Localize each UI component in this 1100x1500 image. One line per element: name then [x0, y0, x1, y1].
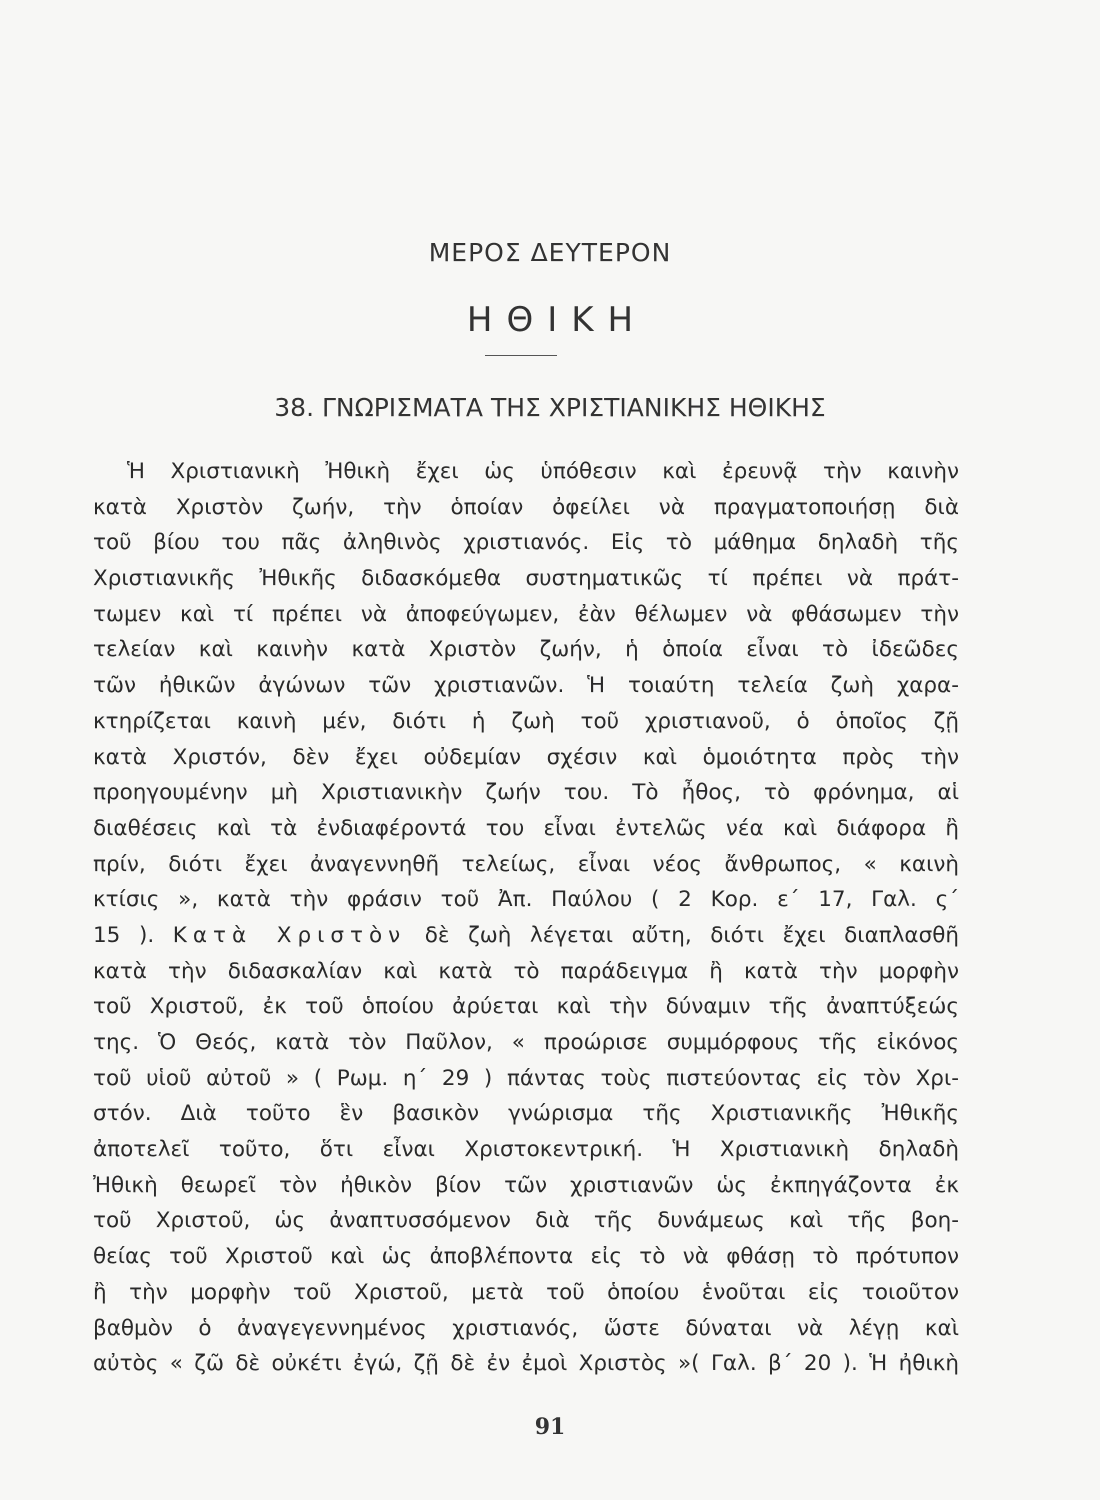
part-heading: ΜΕΡΟΣ ΔΕΥΤΕΡΟΝ	[428, 238, 672, 267]
emphasized-phrase: Κατὰ Χριστὸν	[172, 922, 407, 948]
text-line: αὐτὸς « ζῶ δὲ οὐκέτι ἐγώ, ζῇ δὲ ἐν ἐμοὶ Χριστὸς »( Γαλ. β΄ 20 ). Ἡ ἠθικὴ	[93, 1351, 959, 1377]
text-line: θείας τοῦ Χριστοῦ καὶ ὡς ἀποβλέποντα εἰς τὸ νὰ φθάσῃ τὸ πρότυπον	[93, 1244, 959, 1270]
text-line: Ἡ Χριστιανικὴ Ἠθικὴ ἔχει ὡς ὑπόθεσιν καὶ ἐρευνᾷ τὴν καινὴν	[127, 459, 959, 484]
text-line: προηγουμένην μὴ Χριστιανικὴν ζωήν του. Τὸ ἦθος, τὸ φρόνημα, αἱ	[93, 780, 959, 806]
body-text	[93, 454, 959, 1382]
chapter-title: ΗΘΙΚΗ	[466, 300, 648, 340]
title-rule	[485, 355, 557, 356]
page-number: 91	[534, 1414, 566, 1440]
text-line: διαθέσεις καὶ τὰ ἐνδιαφέροντά του εἶναι ἐντελῶς νέα καὶ διάφορα ἢ	[93, 815, 959, 841]
text-line: βαθμὸν ὁ ἀναγεγεννημένος χριστιανός, ὥστε δύναται νὰ λέγῃ καὶ	[93, 1315, 959, 1341]
text-line: τῶν ἠθικῶν ἀγώνων τῶν χριστιανῶν. Ἡ τοιαύτη τελεία ζωὴ χαρα-	[93, 673, 959, 699]
text-line: τελείαν καὶ καινὴν κατὰ Χριστὸν ζωήν, ἡ ὁποία εἶναι τὸ ἰδεῶδες	[93, 637, 959, 663]
text-line: ἢ τὴν μορφὴν τοῦ Χριστοῦ, μετὰ τοῦ ὁποίου ἑνοῦται εἰς τοιοῦτον	[93, 1279, 959, 1305]
text-line: Χριστιανικῆς Ἠθικῆς διδασκόμεθα συστηματικῶς τί πρέπει νὰ πράτ-	[93, 566, 959, 592]
text-line: κτίσις », κατὰ τὴν φράσιν τοῦ Ἀπ. Παύλου ( 2 Κορ. ε΄ 17, Γαλ. ς΄	[93, 887, 959, 913]
text-line: στόν. Διὰ τοῦτο ἓν βασικὸν γνώρισμα τῆς Χριστιανικῆς Ἠθικῆς	[93, 1101, 959, 1127]
text-line: κατὰ τὴν διδασκαλίαν καὶ κατὰ τὸ παράδειγμα ἢ κατὰ τὴν μορφὴν	[93, 958, 959, 984]
text-line: τωμεν καὶ τί πρέπει νὰ ἀποφεύγωμεν, ἐὰν θέλωμεν νὰ φθάσωμεν τὴν	[93, 601, 959, 627]
text-line: τοῦ Χριστοῦ, ὡς ἀναπτυσσόμενον διὰ τῆς δυνάμεως καὶ τῆς βοη-	[93, 1208, 959, 1234]
text-line: τοῦ Χριστοῦ, ἐκ τοῦ ὁποίου ἀρύεται καὶ τὴν δύναμιν τῆς ἀναπτύξεώς	[93, 994, 959, 1020]
text-fragment: δὲ ζωὴ λέγεται αὔτη, διότι ἔχει διαπλασθῆ	[424, 922, 959, 948]
text-line: τοῦ υἱοῦ αὐτοῦ » ( Ρωμ. η΄ 29 ) πάντας τοὺς πιστεύοντας εἰς τὸν Χρι-	[93, 1065, 959, 1091]
text-line: κτηρίζεται καινὴ μέν, διότι ἡ ζωὴ τοῦ χριστιανοῦ, ὁ ὁποῖος ζῇ	[93, 708, 959, 734]
text-fragment: 15 ).	[93, 922, 155, 948]
text-line: της. Ὁ Θεός, κατὰ τὸν Παῦλον, « προώρισε συμμόρφους τῆς εἰκόνος	[93, 1030, 959, 1055]
text-line: Ἠθικὴ θεωρεῖ τὸν ἠθικὸν βίον τῶν χριστιανῶν ὡς ἐκπηγάζοντα ἐκ	[93, 1172, 959, 1198]
section-heading: 38. ΓΝΩΡΙΣΜΑΤΑ ΤΗΣ ΧΡΙΣΤΙΑΝΙΚΗΣ ΗΘΙΚΗΣ	[274, 393, 826, 422]
text-line	[93, 918, 959, 954]
text-line: τοῦ βίου του πᾶς ἀληθινὸς χριστιανός. Εἰς τὸ μάθημα δηλαδὴ τῆς	[93, 530, 959, 556]
text-line: κατὰ Χριστόν, δὲν ἔχει οὐδεμίαν σχέσιν καὶ ὁμοιότητα πρὸς τὴν	[93, 744, 959, 770]
text-line: ἀποτελεῖ τοῦτο, ὅτι εἶναι Χριστοκεντρική. Ἡ Χριστιανικὴ δηλαδὴ	[93, 1137, 959, 1163]
text-line: πρίν, διότι ἔχει ἀναγεννηθῆ τελείως, εἶναι νέος ἄνθρωπος, « καινὴ	[93, 851, 959, 877]
text-line: κατὰ Χριστὸν ζωήν, τὴν ὁποίαν ὀφείλει νὰ πραγματοποιήσῃ διὰ	[93, 494, 959, 520]
